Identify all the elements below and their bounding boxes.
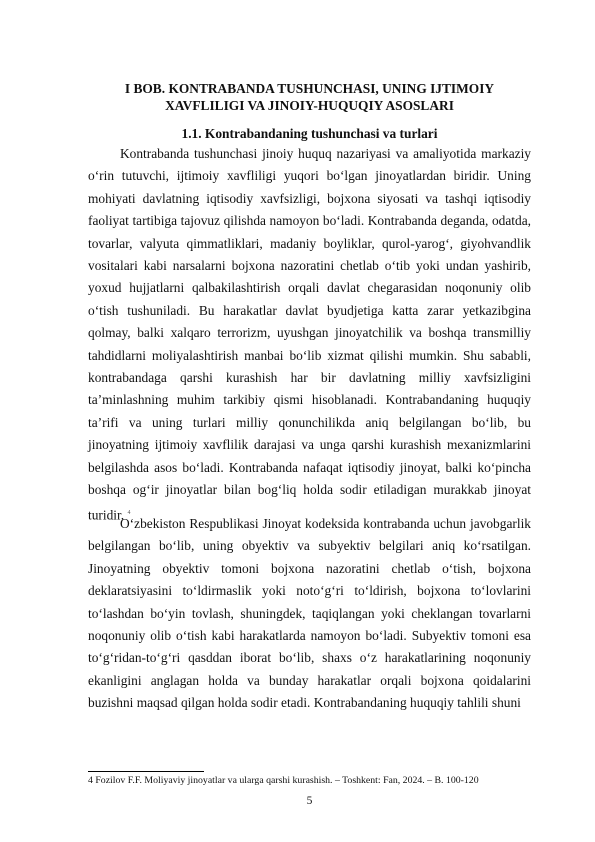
body-paragraph-1 bbox=[88, 143, 531, 526]
chapter-title-line2: XAVFLILIGI VA JINOIY-HUQUQIY ASOSLARI bbox=[165, 98, 454, 113]
chapter-title-line1: I BOB. KONTRABANDA TUSHUNCHASI, UNING IJTIMOIY bbox=[124, 81, 495, 96]
section-title: 1.1. Kontrabandaning tushunchasi va turlari bbox=[181, 126, 438, 141]
footnote: 4 Fozilov F.F. Moliyaviy jinoyatlar va ularga qarshi kurashish. – Toshkent: Fan, 2024. – B. 100-120 bbox=[88, 775, 479, 786]
document-page bbox=[88, 0, 531, 842]
body-paragraph-2: Oʻzbekiston Respublikasi Jinoyat kodeksida kontrabanda uchun javobgarlik belgilangan boʻlib, uning obyektiv va subyektiv belgilari aniq koʻrsatilgan. Jinoyatning obyektiv tomoni bojxona nazoratini chetlab oʻtish, bojxona deklaratsiyasini toʻldirmaslik yoki notoʻgʻri toʻldirish, bojxona toʻlovlarini toʻlashdan boʻyin tovlash, shuningdek, taqiqlangan yoki cheklangan tovarlarni noqonuniy olib oʻtish kabi harakatlarda namoyon boʻladi. Subyektiv tomoni esa toʻgʻridan-toʻgʻri qasddan iborat boʻlib, shaxs oʻz harakatlarining noqonuniy ekanligini anglagan holda va bunday harakatlar orqali bojxona qoidalarini buzishni maqsad qilgan holda sodir etadi. Kontrabandaning huquqiy tahlili shuni bbox=[88, 516, 531, 711]
footnote-divider bbox=[88, 771, 204, 772]
footnote-reference[interactable]: 4 bbox=[127, 509, 131, 516]
page-number: 5 bbox=[306, 795, 313, 807]
body-paragraph-1-text: Kontrabanda tushunchasi jinoiy huquq nazariyasi va amaliyotida markaziy oʻrin tutuvchi, ijtimoiy xavfliligi yuqori boʻlgan jinoyatlardan biridir. Uning mohiyati davlatning iqtisodiy xavfsizligi, bojxona siyosati va tashqi iqtisodiy faoliyat tartibiga tajovuz qilishda namoyon boʻladi. Kontrabanda deganda, odatda, tovarlar, valyuta qimmatliklari, madaniy boyliklar, qurol-yarogʻ, giyohvandlik vositalari kabi narsalarni bojxona nazoratini chetlab oʻtib yoki undan yashirib, yoxud hujjatlarni qalbakilashtirish orqali davlat chegarasidan noqonuniy olib oʻtish tushuniladi. Bu harakatlar davlat byudjetiga katta zarar yetkazibgina qolmay, balki xalqaro terrorizm, uyushgan jinoyatchilik va boshqa transmilliy tahdidlarni moliyalashtirish manbai boʻlib xizmat qilishi mumkin. Shu sababli, kontrabandaga qarshi kurashish har bir davlatning milliy xavfsizligini taʼminlashning muhim tarkibiy qismi hisoblanadi. Kontrabandaning huquqiy taʼrifi va uning turlari milliy qonunchilikda aniq belgilangan boʻlib, bu jinoyatning ijtimoiy xavflilik darajasi va unga qarshi kurashish mexanizmlarini belgilashda asos boʻladi. Kontrabanda nafaqat iqtisodiy jinoyat, balki koʻpincha boshqa ogʻir jinoyatlar bilan bogʻliq holda sodir etiladigan murakkab jinoyat turidir. bbox=[88, 146, 531, 522]
chapter-title bbox=[88, 80, 531, 114]
